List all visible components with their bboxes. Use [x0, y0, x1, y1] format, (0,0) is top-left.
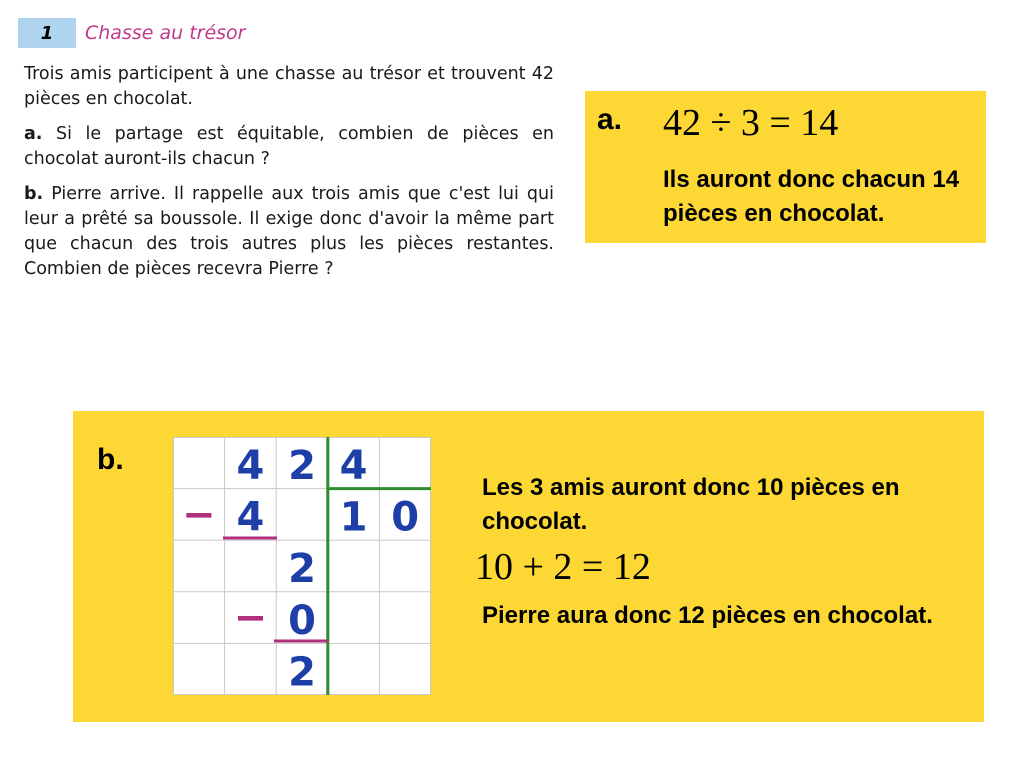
dividend-digit-1: 4 [236, 443, 265, 489]
statement-question-a [24, 122, 554, 172]
answer-a-text: Ils auront donc chacun 14 pièces en chocolat. [663, 166, 960, 227]
step1-subtrahend: 4 [236, 494, 265, 541]
step2-subtrahend: 0 [288, 597, 316, 644]
statement-question-b [24, 182, 554, 282]
step2-remainder: 2 [288, 649, 316, 695]
answer-b-text-1: Les 3 amis auront donc 10 pièces en chocolat. [482, 474, 900, 535]
long-division-grid [173, 437, 431, 695]
question-b-text: Pierre arrive. Il rappelle aux trois amis que c'est lui qui leur a prêté sa boussole. Il exige donc d'avoir la même part que chacun des trois autres plus les pièces restantes. Combien de pièces recevra Pierre ? [24, 184, 554, 279]
answer-b-text-2: Pierre aura donc 12 pièces en chocolat. [482, 602, 933, 629]
quotient-digit-2: 0 [391, 494, 420, 541]
answer-b-box [73, 411, 984, 722]
minus-sign-2: − [233, 595, 268, 641]
statement-intro: Trois amis participent à une chasse au trésor et trouvent 42 pièces en chocolat. [24, 64, 554, 109]
answer-b-equation: 10 + 2 = 12 [475, 546, 651, 588]
divisor: 4 [339, 443, 368, 489]
quotient-digit-1: 1 [339, 494, 368, 541]
question-a-text: Si le partage est équitable, combien de pièces en chocolat auront-ils chacun ? [24, 124, 554, 169]
answer-a-equation: 42 ÷ 3 = 14 [663, 102, 839, 144]
question-a-label: a. [24, 124, 43, 144]
problem-statement [24, 62, 554, 292]
exercise-number-badge [18, 18, 76, 48]
long-division-svg [173, 437, 431, 695]
question-b-label: b. [24, 184, 44, 204]
dividend-digit-2: 2 [288, 443, 316, 489]
minus-sign-1: − [182, 492, 216, 538]
exercise-number: 1 [40, 22, 54, 44]
exercise-title: Chasse au trésor [85, 22, 246, 44]
step1-remainder: 2 [288, 546, 316, 593]
answer-b-label: b. [97, 443, 124, 476]
answer-a-label: a. [597, 103, 623, 136]
answer-a-box [585, 91, 986, 243]
